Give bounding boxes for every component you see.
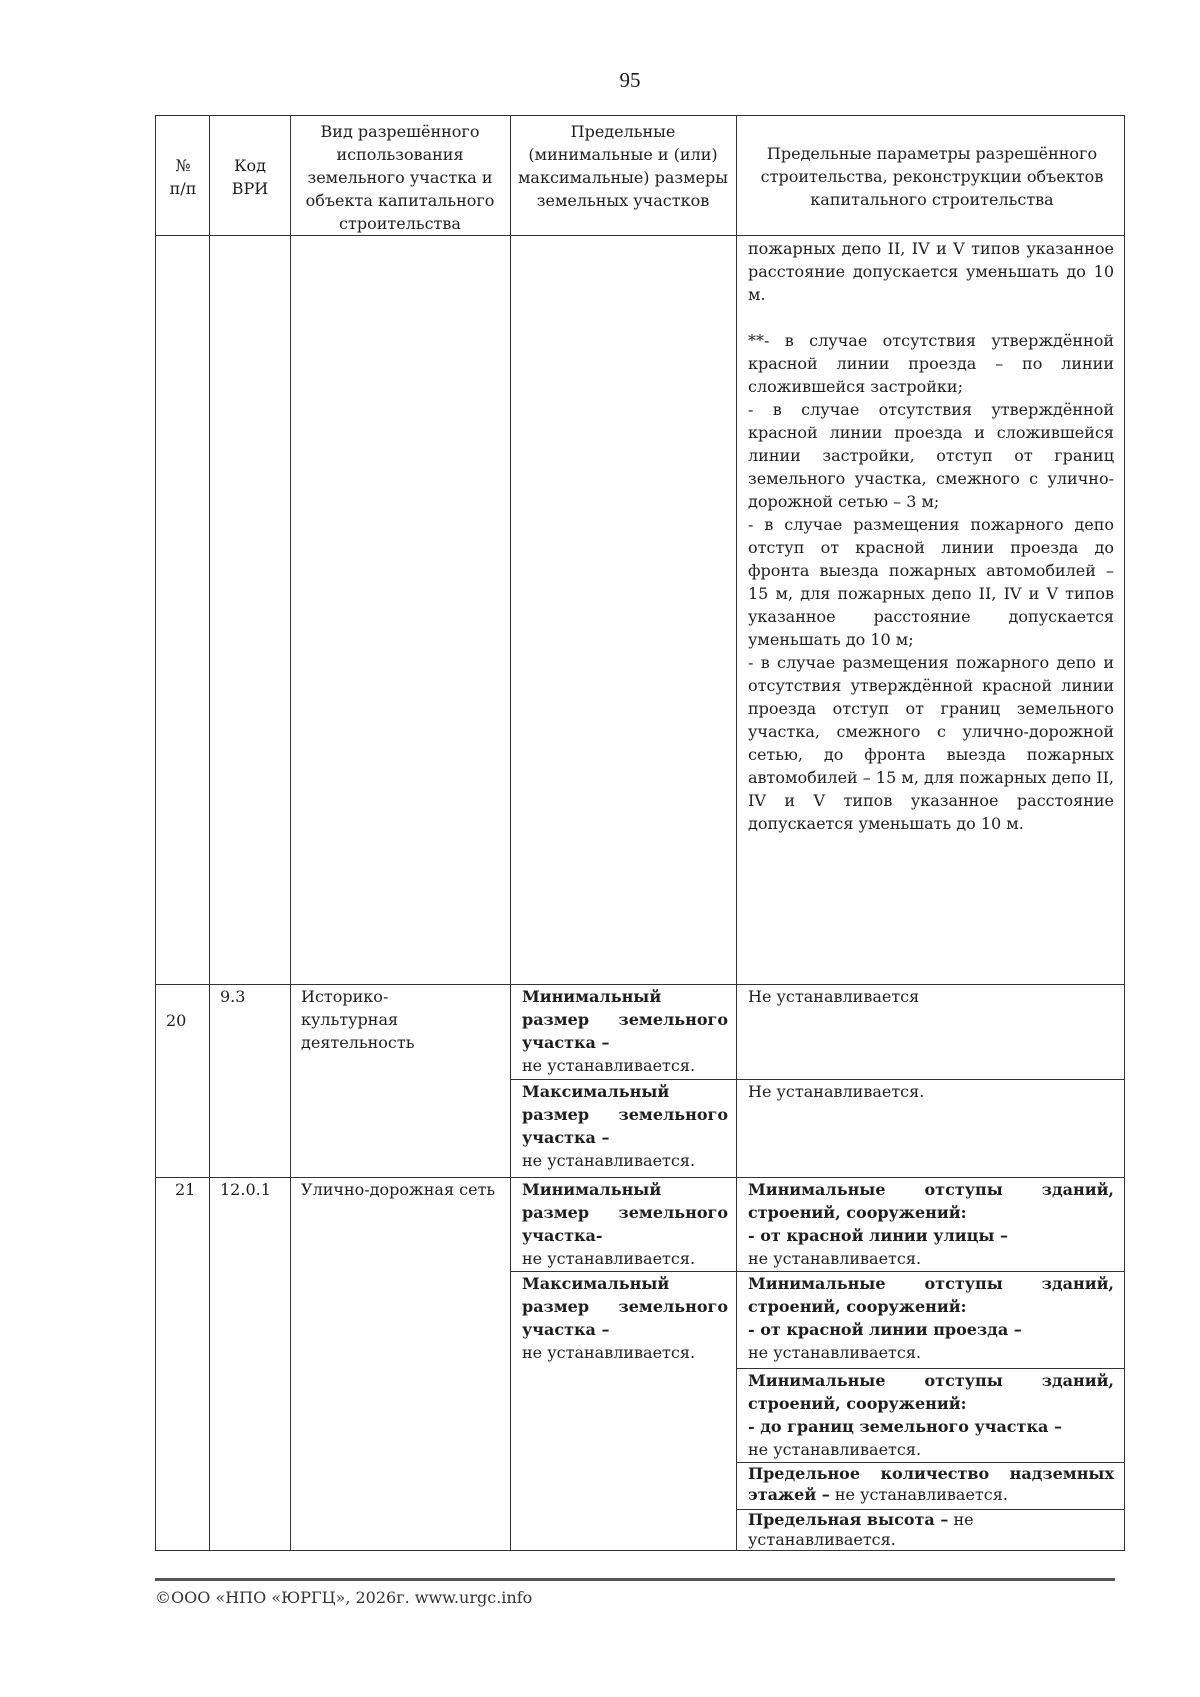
continuation-para-2: **- в случае отсутствия утверждённой красной линии проезда – по линии сложившейся застройки; - в случае отсутствия утверждённой красной линии проезда и сложившейся линии застройки, отступ от границ земельного участка, смежного с улично-дорожной сетью – 3 м; - в случае размещения пожарного депо отступ от красной линии проезда до фронта выезда пожарных автомобилей – 15 м, для пожарных депо II, IV и V типов указанное расстояние допускается уменьшать до 10 м; - в случае размещения пожарного депо и отсутствия утверждённой красной линии проезда отступ от границ земельного участка, смежного с улично-дорожной сетью, до фронта выезда пожарных автомобилей – 15 м, для пожарных депо II, IV и V типов указанное расстояние допускается уменьшать до 10 м. [748,331,1114,833]
param-value: не устанавливается. [748,1343,922,1362]
row-21-param-5 [748,1510,1114,1550]
header-code: Код ВРИ [231,156,269,198]
row-21-max-size-label: Максимальный размер земельного участка – [522,1274,728,1339]
row-20-min-size-value: не устанавливается. [522,1056,696,1075]
row-21-min-size-label: Минимальный размер земельного участка- [522,1180,728,1245]
param-value: не устанавливается. [748,1440,922,1459]
row-20-num: 20 [166,1011,187,1030]
param-label: Минимальные отступы зданий, строений, сооружений: [748,1274,1114,1316]
footer-rule [155,1578,1115,1581]
continuation-para-1: пожарных депо II, IV и V типов указанное расстояние допускается уменьшать до 10 м. [748,239,1114,304]
row-20-kind: Историко-культурная деятельность [301,987,415,1052]
row-20-code: 9.3 [220,987,246,1006]
row-21-num: 21 [175,1180,196,1199]
header-kind: Вид разрешённого использования земельного участка и объекта капитального строительства [305,122,495,233]
row-20-max-size-value: не устанавливается. [522,1151,696,1170]
regulation-table [155,115,1125,1551]
row-20-min-size-label: Минимальный размер земельного участка – [522,987,728,1052]
header-params: Предельные параметры разрешённого строительства, реконструкции объектов капитального строительства [760,144,1104,209]
header-sizes: Предельные (минимальные и (или) максимальные) размеры земельных участков [517,122,729,210]
param-detail: - от красной линии улицы – [748,1226,1009,1245]
param-label: Минимальные отступы зданий, строений, сооружений: [748,1371,1114,1413]
footer-copyright: ©ООО «НПО «ЮРГЦ», 2026г. www.urgc.info [155,1588,533,1607]
row-20-params-1: Не устанавливается [748,987,920,1006]
row-20-max-size [522,1080,728,1172]
row-21-kind: Улично-дорожная сеть [301,1180,496,1199]
row-21-param-3 [748,1369,1114,1461]
param-detail: - от красной линии проезда – [748,1320,1022,1339]
row-21-max-size [522,1272,728,1364]
row-21-min-size-value: не устанавливается. [522,1249,696,1268]
row-20-max-size-label: Максимальный размер земельного участка – [522,1082,728,1147]
param-detail: - до границ земельного участка – [748,1417,1062,1436]
param-value: не устанавливается. [834,1485,1008,1504]
param-value: не устанавливается. [748,1510,974,1549]
param-value: не устанавливается. [748,1249,922,1268]
page-number: 95 [619,68,641,92]
row-20-params-2: Не устанавливается. [748,1082,925,1101]
row-21-code: 12.0.1 [220,1180,271,1199]
param-label: Минимальные отступы зданий, строений, сооружений: [748,1180,1114,1222]
row-21-param-1 [748,1178,1114,1270]
row-20-min-size [522,985,728,1077]
header-num: № п/п [169,156,197,198]
param-label: Предельное количество надземных этажей – [748,1464,1114,1504]
row-21-min-size [522,1178,728,1270]
param-label: Предельная высота – [748,1510,949,1529]
row-21-param-4 [748,1463,1114,1505]
row-21-param-2 [748,1272,1114,1364]
row-21-max-size-value: не устанавливается. [522,1343,696,1362]
